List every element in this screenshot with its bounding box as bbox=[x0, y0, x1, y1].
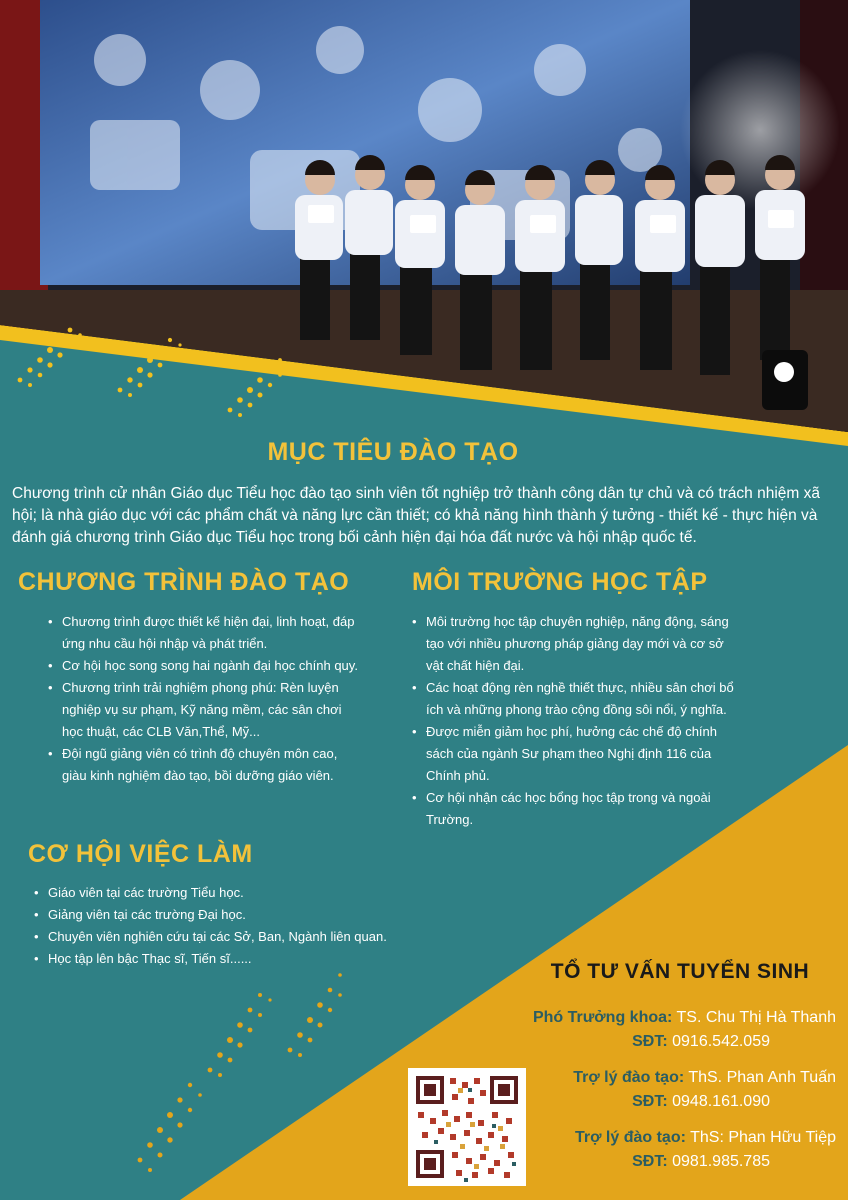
contact-role: Trợ lý đào tạo: bbox=[574, 1129, 686, 1146]
program-item: • Cơ hội học song song hai ngành đại học chính quy. bbox=[62, 655, 362, 677]
program-item: • Đội ngũ giảng viên có trình độ chuyên môn cao, giàu kinh nghiệm đào tạo, bồi dưỡng giáo viên. bbox=[62, 743, 362, 787]
jobs-title: CƠ HỘI VIỆC LÀM bbox=[28, 840, 253, 868]
qr-code-icon bbox=[408, 1068, 526, 1186]
phone-label: SĐT: bbox=[632, 1033, 668, 1050]
environment-item: • Môi trường học tập chuyên nghiệp, năng động, sáng tạo với nhiều phương pháp giảng dạy mới và cơ sở vật chất hiện đại. bbox=[426, 611, 744, 677]
program-item: • Chương trình được thiết kế hiện đại, linh hoạt, đáp ứng nhu cầu hội nhập và phát triển. bbox=[62, 611, 362, 655]
jobs-item: • Học tập lên bậc Thạc sĩ, Tiến sĩ...... bbox=[48, 948, 408, 970]
halftone-dots-bottom bbox=[120, 960, 380, 1200]
contact-person-2 bbox=[533, 1066, 836, 1090]
qr-code[interactable] bbox=[408, 1068, 526, 1186]
stage-light-glow bbox=[680, 50, 840, 210]
contact-phone[interactable]: 0948.161.090 bbox=[672, 1093, 770, 1110]
spotlight-lamp bbox=[774, 362, 794, 382]
objective-text: Chương trình cử nhân Giáo dục Tiểu học đào tạo sinh viên tốt nghiệp trở thành công dân tự chủ và có trách nhiệm xã hội; là nhà giáo dục với các phẩm chất và năng lực cần thiết; có khả năng hình thành ý tưởng - thiết kế - thực hiện và đánh giá chương trình Giáo dục Tiểu học trong bối cảnh hiện đại hóa đất nước và hội nhập quốc tế. bbox=[12, 485, 820, 546]
contact-person-1 bbox=[533, 1006, 836, 1030]
program-title: CHƯƠNG TRÌNH ĐÀO TẠO bbox=[18, 568, 350, 596]
contact-phone[interactable]: 0981.985.785 bbox=[672, 1153, 770, 1170]
contact-phone-row-3 bbox=[533, 1150, 770, 1174]
jobs-item: • Giáo viên tại các trường Tiểu học. bbox=[48, 882, 408, 904]
environment-item: • Được miễn giảm học phí, hưởng các chế độ chính sách của ngành Sư phạm theo Nghị định 116 của Chính phủ. bbox=[426, 721, 744, 787]
contact-role: Phó Trưởng khoa: bbox=[532, 1009, 673, 1026]
environment-title: MÔI TRƯỜNG HỌC TẬP bbox=[412, 568, 708, 596]
phone-label: SĐT: bbox=[632, 1093, 668, 1110]
program-list bbox=[40, 611, 362, 787]
contact-title: TỔ TƯ VẤN TUYỂN SINH bbox=[550, 960, 810, 983]
contact-person-3 bbox=[533, 1126, 836, 1150]
halftone-dots-top bbox=[0, 270, 330, 430]
environment-list bbox=[404, 611, 744, 831]
contact-list bbox=[533, 1006, 836, 1174]
jobs-item: • Giảng viên tại các trường Đại học. bbox=[48, 904, 408, 926]
contact-name: ThS: Phan Hữu Tiệp bbox=[690, 1129, 836, 1146]
contact-name: ThS. Phan Anh Tuấn bbox=[688, 1069, 836, 1086]
contact-phone[interactable]: 0916.542.059 bbox=[672, 1033, 770, 1050]
jobs-list bbox=[26, 882, 408, 970]
contact-name: TS. Chu Thị Hà Thanh bbox=[676, 1009, 836, 1026]
phone-label: SĐT: bbox=[632, 1153, 668, 1170]
contact-phone-row-2 bbox=[533, 1090, 770, 1114]
jobs-item: • Chuyên viên nghiên cứu tại các Sở, Ban, Ngành liên quan. bbox=[48, 926, 408, 948]
contact-role: Trợ lý đào tạo: bbox=[573, 1069, 685, 1086]
program-item: • Chương trình trải nghiệm phong phú: Rèn luyện nghiệp vụ sư phạm, Kỹ năng mềm, các sân chơi học thuật, các CLB Văn,Thể, Mỹ... bbox=[62, 677, 362, 743]
objective-title: MỤC TIÊU ĐÀO TẠO bbox=[267, 438, 519, 466]
contact-phone-row-1 bbox=[533, 1030, 770, 1054]
environment-item: • Các hoạt động rèn nghề thiết thực, nhiều sân chơi bổ ích và những phong trào cộng đồng sôi nổi, ý nghĩa. bbox=[426, 677, 744, 721]
environment-item: • Cơ hội nhận các học bổng học tập trong và ngoài Trường. bbox=[426, 787, 744, 831]
